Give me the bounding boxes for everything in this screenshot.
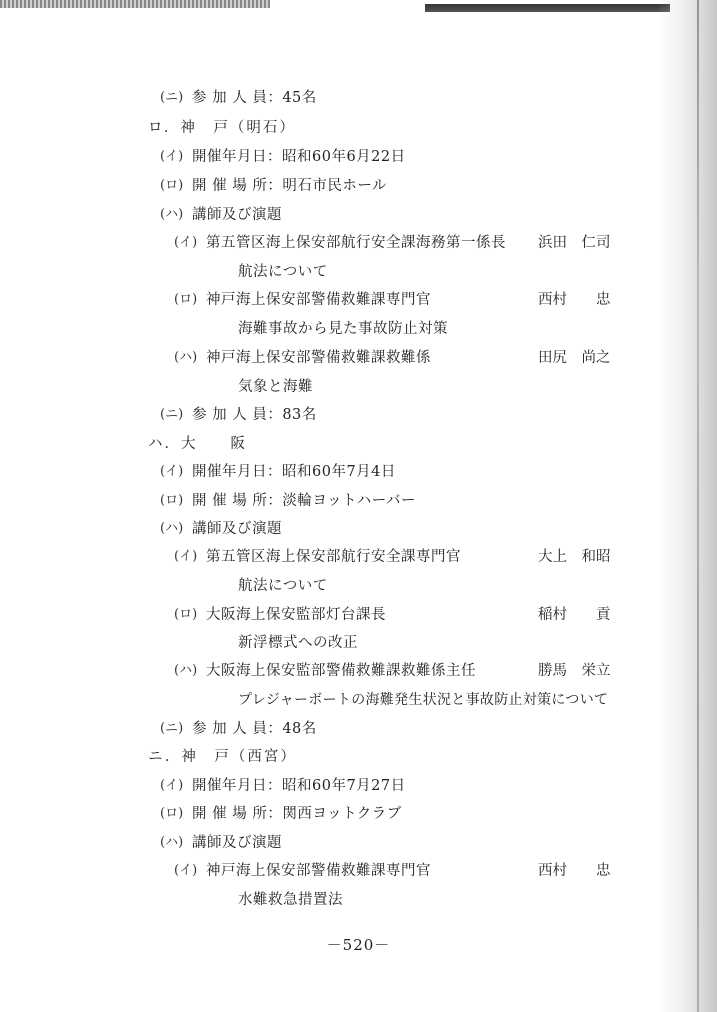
item-marker: (ロ) (160, 178, 184, 193)
lectures-heading: 講師及び演題 (192, 207, 282, 223)
venue-line: 開 催 場 所：明石市民ホール (192, 178, 388, 194)
lectures-heading: 講師及び演題 (192, 521, 282, 537)
scan-edge-top-right (425, 4, 670, 12)
lecturer-name: 勝馬 栄立 (538, 663, 611, 679)
participants-line: 参 加 人 員：45名 (192, 90, 317, 106)
lecturer-title: 大阪海上保安監部灯台課長 (206, 607, 386, 623)
date-line: 開催年月日：昭和60年6月22日 (192, 149, 406, 165)
date-line: 開催年月日：昭和60年7月4日 (192, 464, 396, 480)
lecture-marker: (イ) (174, 863, 198, 878)
section-heading: ハ．大 阪 (148, 436, 247, 452)
lecturer-title: 神戸海上保安部警備救難課専門官 (206, 292, 431, 308)
lecturer-title: 大阪海上保安監部警備救難課救難係主任 (206, 663, 476, 679)
scan-binding-shadow (657, 0, 717, 1012)
item-marker: (ロ) (160, 806, 184, 821)
item-marker: (イ) (160, 464, 184, 479)
lecture-marker: (イ) (174, 549, 198, 564)
item-marker: (ニ) (160, 407, 184, 422)
lecture-topic: 海難事故から見た事故防止対策 (238, 321, 448, 337)
lecture-topic: プレジャーボートの海難発生状況と事故防止対策について (238, 692, 609, 708)
venue-line: 開 催 場 所：関西ヨットクラブ (192, 806, 402, 822)
item-marker: (イ) (160, 778, 184, 793)
scan-edge-top-left (0, 0, 270, 8)
lecture-topic: 水難救急措置法 (238, 892, 343, 908)
scan-binding-line (697, 0, 699, 1012)
lecturer-name: 浜田 仁司 (538, 235, 611, 251)
item-marker: (ロ) (160, 493, 184, 508)
lecture-topic: 航法について (238, 578, 328, 594)
lecture-marker: (ロ) (174, 607, 198, 622)
lecture-topic: 新浮標式への改正 (238, 635, 358, 651)
item-marker: (ニ) (160, 90, 184, 105)
lecturer-name: 西村 忠 (538, 292, 611, 308)
lecturer-name: 大上 和昭 (538, 549, 611, 565)
lecturer-title: 第五管区海上保安部航行安全課海務第一係長 (206, 235, 506, 251)
lecture-marker: (ハ) (174, 663, 198, 678)
page-number: －520－ (326, 936, 391, 954)
item-marker: (ハ) (160, 521, 184, 536)
lecturer-title: 第五管区海上保安部航行安全課専門官 (206, 549, 461, 565)
lecture-marker: (イ) (174, 235, 198, 250)
lectures-heading: 講師及び演題 (192, 835, 282, 851)
item-marker: (イ) (160, 149, 184, 164)
item-marker: (ハ) (160, 207, 184, 222)
venue-line: 開 催 場 所：淡輪ヨットハーバー (192, 493, 417, 509)
lecturer-title: 神戸海上保安部警備救難課専門官 (206, 863, 431, 879)
item-marker: (ハ) (160, 835, 184, 850)
lecturer-title: 神戸海上保安部警備救難課救難係 (206, 350, 431, 366)
lecture-marker: (ロ) (174, 292, 198, 307)
participants-line: 参 加 人 員：48名 (192, 721, 317, 737)
lecturer-name: 西村 忠 (538, 863, 611, 879)
section-heading: ロ．神 戸（明石） (148, 120, 296, 136)
lecture-topic: 気象と海難 (238, 379, 313, 395)
section-heading: ニ．神 戸（西宮） (148, 749, 297, 765)
lecturer-name: 稲村 貢 (538, 607, 611, 623)
participants-line: 参 加 人 員：83名 (192, 407, 317, 423)
lecture-topic: 航法について (238, 264, 328, 280)
item-marker: (ニ) (160, 721, 184, 736)
date-line: 開催年月日：昭和60年7月27日 (192, 778, 406, 794)
lecture-marker: (ハ) (174, 350, 198, 365)
lecturer-name: 田尻 尚之 (538, 350, 611, 366)
